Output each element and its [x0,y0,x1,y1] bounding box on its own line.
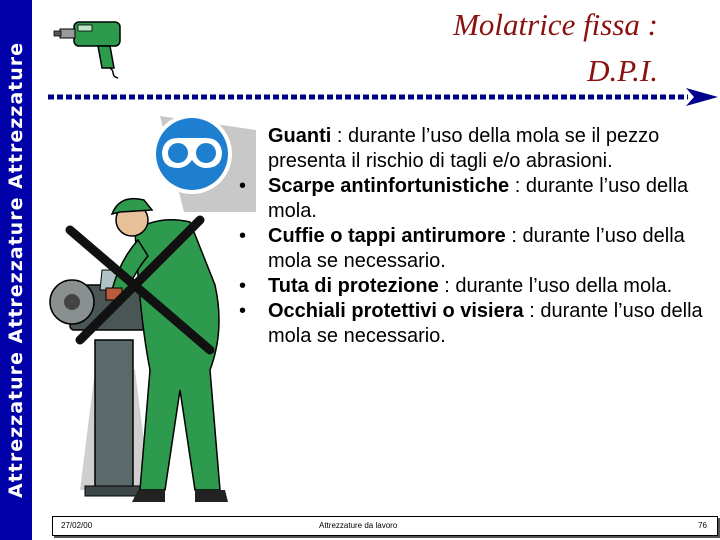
list-item-bold: Occhiali protettivi o visiera [268,300,524,322]
footer-bar [52,516,718,536]
bullet-list [239,174,708,349]
list-item-text: : durante l’uso della mola. [438,275,673,297]
footer-title: Attrezzature da lavoro [319,521,398,530]
list-item-text: : durante l’uso della mola. [268,175,689,222]
list-item [239,274,708,299]
sidebar-banner [0,0,32,540]
footer-date: 27/02/00 [61,521,93,530]
list-item-text: : durante l’uso della mola se necessario. [268,225,685,272]
intro-text: : durante l’uso della mola se il pezzo presenta il rischio di tagli e/o abrasioni. [268,125,660,172]
list-item-text: : durante l’uso della mola se necessario. [268,300,703,347]
intro-bold: Guanti [268,125,332,147]
drill-icon [52,12,132,80]
bullet-marker: • [239,275,247,297]
bullet-marker: • [239,225,247,247]
footer-page-number: 76 [698,521,707,530]
intro-paragraph [268,124,708,174]
bullet-marker: • [239,300,247,322]
bullet-marker: • [239,175,247,197]
list-item [239,174,708,224]
list-item-bold: Scarpe antinfortunistiche [268,175,510,197]
slide-title [453,2,658,94]
content-body [239,124,708,349]
list-item [239,299,708,349]
dashed-arrow-divider [48,86,718,108]
worker-grinder-illustration [40,190,270,510]
list-item-bold: Cuffie o tappi antirumore [268,225,506,247]
title-line-2: D.P.I. [587,53,658,88]
list-item [239,224,708,274]
sidebar-text: Attrezzature Attrezzature Attrezzature [5,41,27,499]
title-line-1: Molatrice fissa : [453,7,658,42]
list-item-bold: Tuta di protezione [268,275,439,297]
